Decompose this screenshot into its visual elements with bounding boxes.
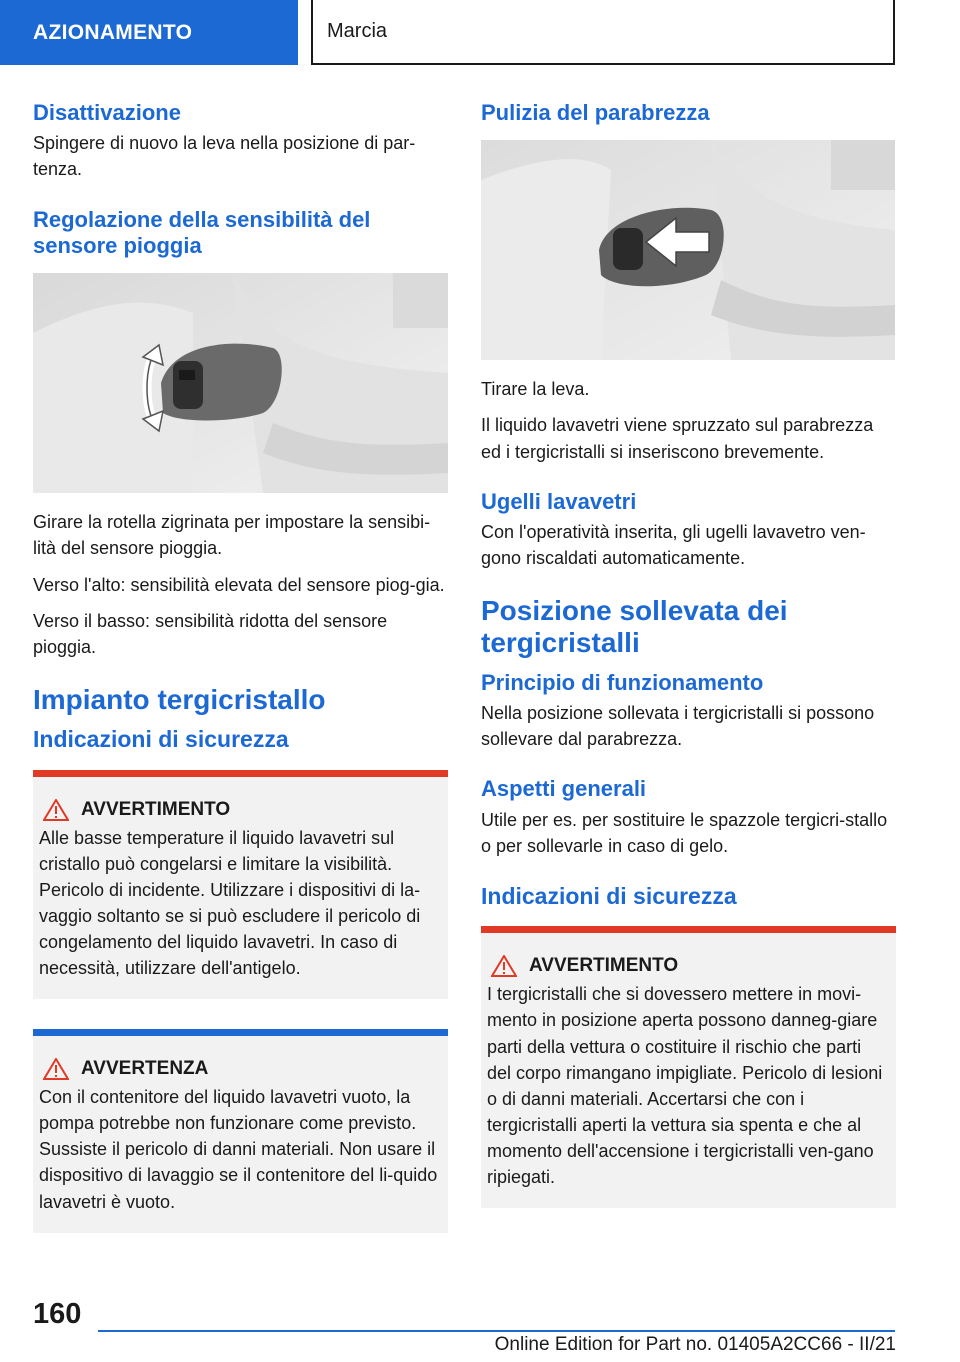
sensitivity-p3: Verso il basso: sensibilità ridotta del sensore pioggia.: [33, 610, 388, 657]
nozzles-text: Con l'operatività inserita, gli ugelli lavavetro ven-gono riscaldati automaticamente.: [481, 522, 866, 569]
footer-edition: Online Edition for Part no. 01405A2CC66 - II/21: [494, 1334, 896, 1355]
sensitivity-heading: Regolazione della sensibilità del sensore pioggia: [33, 206, 371, 258]
warning-box-antifreeze: [33, 770, 448, 1000]
warning-triangle-icon: [491, 955, 517, 977]
sensitivity-p1: Girare la rotella zigrinata per impostare la sensibi-lità del sensore pioggia.: [33, 512, 431, 559]
principle-heading: Principio di funzionamento: [481, 669, 764, 695]
sensitivity-p2: Verso l'alto: sensibilità elevata del sensore piog-gia.: [33, 574, 445, 595]
deactivation-heading: Disattivazione: [33, 100, 181, 125]
raised-position-heading: Posizione sollevata dei tergicristalli: [481, 595, 788, 659]
safety-heading-right: Indicazioni di sicurezza: [481, 882, 737, 909]
rain-sensor-wheel-photo: [33, 273, 448, 493]
notice-text: Con il contenitore del liquido lavavetri vuoto, la pompa potrebbe non funzionare come previsto. Sussiste il pericolo di danni materiali. Non usare il dispositivo di lavaggio se il contenitore del li-quido lavavetri è vuoto.: [39, 1087, 438, 1212]
deactivation-text: Spingere di nuovo la leva nella posizione di par-tenza.: [33, 133, 416, 180]
principle-text: Nella posizione sollevata i tergicristalli si possono sollevare dal parabrezza.: [481, 703, 875, 750]
warning-title: [39, 799, 440, 821]
warning-text: I tergicristalli che si dovessero mettere in movi-mento in posizione aperta possono danneg-giare parti della vettura o costituire il rischio che parti del corpo rimangano impigliate. Pericolo di lesioni o di danni materiali. Accertarsi che con i tergicristalli aperti la vettura sia spenta e che al momento dell'accensione i tergicristalli ven-gano ripiegati.: [487, 984, 883, 1188]
wiper-system-heading: Impianto tergicristallo: [33, 683, 326, 715]
notice-title-text: AVVERTENZA: [81, 1058, 209, 1080]
section-tab: AZIONAMENTO: [0, 0, 298, 65]
wiper-lever-photo: [481, 140, 895, 360]
warning-title-text: AVVERTIMENTO: [81, 798, 231, 820]
general-heading: Aspetti generali: [481, 776, 647, 802]
cleaning-p2: Il liquido lavavetri viene spruzzato sul parabrezza ed i tergicristalli si inseriscono brevemente.: [481, 415, 874, 462]
notice-box-empty-reservoir: [33, 1029, 448, 1232]
warning-triangle-icon: [43, 1058, 69, 1080]
page-number: 160: [33, 1298, 82, 1330]
warning-triangle-icon: [43, 799, 69, 821]
chapter-title: Marcia: [311, 0, 895, 65]
left-column: [33, 100, 448, 1233]
windshield-cleaning-heading: Pulizia del parabrezza: [481, 100, 710, 125]
notice-title: [39, 1058, 440, 1080]
general-text: Utile per es. per sostituire le spazzole tergicri-stallo o per sollevarle in caso di gelo.: [481, 809, 888, 856]
warning-text: Alle basse temperature il liquido lavavetri sul cristallo può congelarsi e limitare la visibilità. Pericolo di incidente. Utilizzare i dispositivi di la-vaggio soltanto se si può escludere il pericolo di congelamento del liquido lavavetri. In caso di necessità, utilizzare dell'antigelo.: [39, 827, 421, 979]
safety-heading-left: Indicazioni di sicurezza: [33, 726, 289, 753]
footer-divider: [98, 1330, 895, 1332]
warning-title: [487, 955, 888, 977]
warning-box-raised-wipers: [481, 926, 896, 1208]
right-column: [481, 100, 896, 1208]
nozzles-heading: Ugelli lavavetri: [481, 488, 637, 514]
cleaning-p1: Tirare la leva.: [481, 379, 590, 400]
warning-title-text: AVVERTIMENTO: [529, 955, 679, 977]
